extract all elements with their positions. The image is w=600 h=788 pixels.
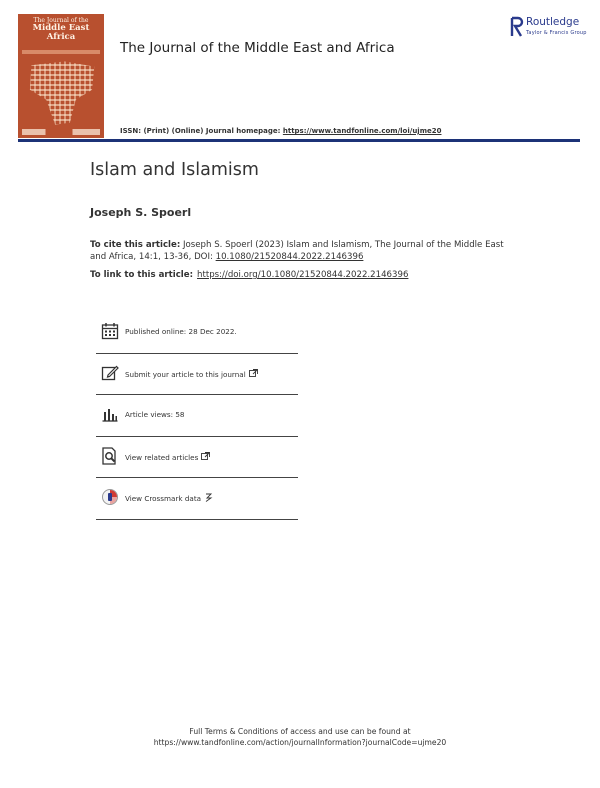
published-date-text: Published online: 28 Dec 2022. — [125, 327, 237, 336]
meta-item-views — [96, 395, 298, 437]
article-meta-list — [96, 312, 298, 520]
crossmark-icon — [101, 488, 119, 506]
external-link-icon — [249, 369, 258, 378]
footer-terms-text: Full Terms & Conditions of access and use can be found at — [189, 727, 411, 736]
crossmark-link[interactable] — [125, 493, 213, 503]
article-doi-link[interactable]: https://doi.org/10.1080/21520844.2022.2146396 — [197, 270, 409, 280]
related-articles-label: View related articles — [125, 452, 199, 462]
cover-title — [18, 18, 104, 42]
edit-icon — [101, 364, 119, 382]
journal-cover-image[interactable] — [18, 14, 104, 138]
issn-label: ISSN: (Print) (Online) Journal homepage: — [120, 127, 283, 135]
link-label: To link to this article: — [90, 270, 194, 280]
cite-label: To cite this article: — [90, 240, 181, 250]
header-rule — [18, 139, 580, 142]
journal-homepage-link[interactable]: https://www.tandfonline.com/loi/ujme20 — [282, 127, 442, 135]
cover-title-line1: The Journal of the — [33, 17, 89, 24]
cover-strip — [22, 50, 100, 54]
issn-line — [120, 127, 441, 135]
meta-item-published — [96, 312, 298, 354]
related-articles-link[interactable] — [125, 452, 210, 462]
search-doc-icon — [101, 447, 119, 465]
cover-map-graphic — [24, 60, 98, 126]
publisher-logo — [510, 16, 590, 40]
submit-article-label: Submit your article to this journal — [125, 369, 246, 379]
calendar-icon — [101, 322, 119, 340]
article-link-line — [90, 270, 408, 280]
crossmark-label: View Crossmark data — [125, 494, 202, 503]
cover-title-line3: Africa — [46, 32, 76, 43]
meta-item-submit[interactable] — [96, 354, 298, 396]
routledge-r-icon — [510, 16, 524, 38]
citation-block — [90, 239, 510, 263]
crossmark-arrow-icon — [204, 493, 213, 502]
publisher-name: Routledge — [526, 16, 580, 28]
cover-footer-graphic — [22, 129, 100, 135]
cite-doi-link[interactable]: 10.1080/21520844.2022.2146396 — [215, 252, 364, 262]
page-footer — [0, 726, 600, 748]
cite-text: Joseph S. Spoerl (2023) Islam and Islamism, The Journal of the Middle East and Africa, 14:1, 13-36, DOI: — [90, 240, 504, 262]
submit-article-link[interactable] — [125, 369, 258, 379]
cover-title-line2: Middle East — [32, 23, 90, 34]
bar-chart-icon — [101, 405, 119, 423]
article-title: Islam and Islamism — [90, 160, 259, 180]
publisher-tagline: Taylor & Francis Group — [526, 30, 587, 36]
journal-title: The Journal of the Middle East and Africa — [120, 40, 395, 56]
footer-journal-info-link[interactable]: https://www.tandfonline.com/action/journalInformation?journalCode=ujme20 — [153, 738, 447, 747]
meta-item-crossmark[interactable] — [96, 478, 298, 520]
meta-item-related[interactable] — [96, 437, 298, 479]
article-author[interactable]: Joseph S. Spoerl — [90, 206, 192, 219]
external-link-icon — [201, 452, 210, 461]
article-views-text: Article views: 58 — [125, 410, 185, 419]
